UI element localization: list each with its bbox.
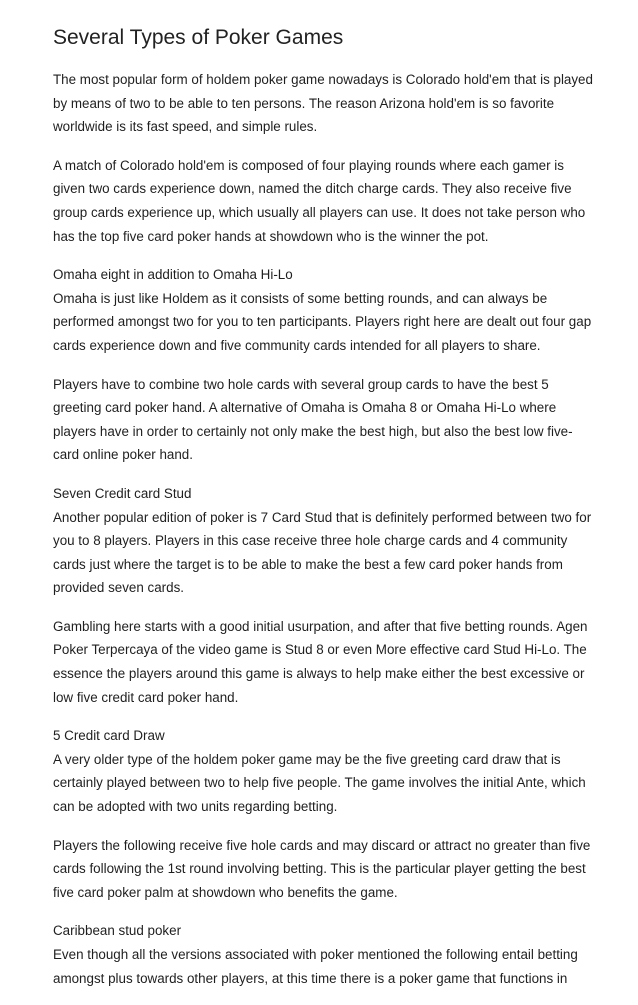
section-omaha <box>53 263 593 357</box>
paragraph-draw-1: A very older type of the holdem poker game may be the five greeting card draw that is certainly played between two to help five people. The game involves the initial Ante, which can be adopted with two units regarding betting. <box>53 751 586 815</box>
section-caribbean <box>53 919 593 990</box>
paragraph-draw-2: Players the following receive five hole cards and may discard or attract no greater than five cards following the 1st round involving betting. This is the particular player getting the best five card poker palm at showdown who benefits the game. <box>53 837 591 900</box>
paragraph-omaha-2: Players have to combine two hole cards with several group cards to have the best 5 greeting card poker hand. A alternative of Omaha is Omaha 8 or Omaha Hi-Lo where players have in order to certainly not only make the best high, but also the best low five-card online poker hand. <box>53 376 573 463</box>
section-heading-caribbean: Caribbean stud poker <box>53 923 182 939</box>
section-heading-stud: Seven Credit card Stud <box>53 485 192 501</box>
section-heading-omaha: Omaha eight in addition to Omaha Hi-Lo <box>53 267 293 283</box>
paragraph-intro: The most popular form of holdem poker game nowadays is Colorado hold'em that is played by means of two to be able to ten persons. The reason Arizona hold'em is so favorite worldwide is its fast speed, and simple rules. <box>53 72 593 135</box>
section-draw <box>53 724 593 818</box>
paragraph-caribbean-1: Even though all the versions associated with poker mentioned the following entail betting amongst plus towards other players, at this time there is a poker game that functions in <box>53 947 578 986</box>
paragraph-stud-1: Another popular edition of poker is 7 Card Stud that is definitely performed between two for you to 8 players. Players in this case receive three hole charge cards and 4 community cards just where the target is to be able to make the best a few card poker hands from provided seven cards. <box>53 509 592 596</box>
paragraph-stud-2: Gambling here starts with a good initial usurpation, and after that five betting rounds. Agen Poker Terpercaya of the video game is Stud 8 or even More effective card Stud Hi-Lo. The essence the players around this game is always to help make either the best excessive or low five credit card poker hand. <box>53 618 588 705</box>
paragraph-omaha-1: Omaha is just like Holdem as it consists of some betting rounds, and can always be performed amongst two for you to ten participants. Players right here are dealt out four gap cards experience down and five community cards intended for all players to share. <box>53 290 592 353</box>
document-page <box>53 24 593 1005</box>
section-stud <box>53 482 593 600</box>
section-heading-draw: 5 Credit card Draw <box>53 728 165 744</box>
page-title: Several Types of Poker Games <box>53 26 344 49</box>
paragraph-holdem-rules: A match of Colorado hold'em is composed of four playing rounds where each gamer is given two cards experience down, named the ditch charge cards. They also receive five group cards experience up, which usually all players can use. It does not take person who has the top five card poker hands at showdown who is the winner the pot. <box>53 157 586 244</box>
